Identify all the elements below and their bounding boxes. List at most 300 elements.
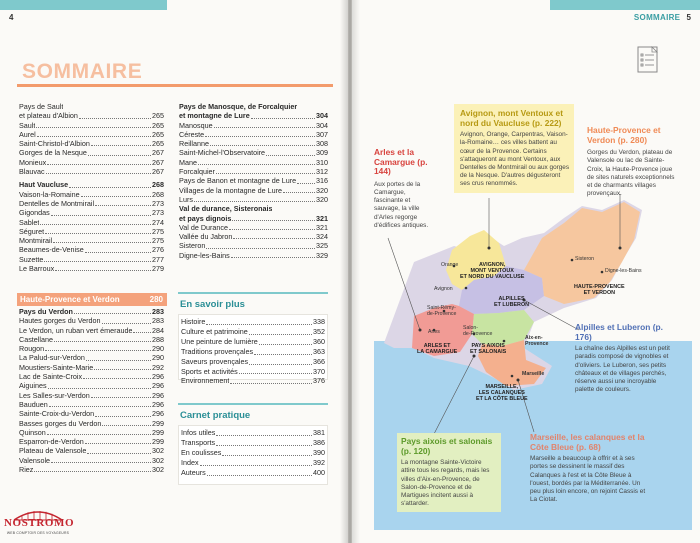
toc-entry[interactable]: [179, 186, 328, 195]
toc-entry-page: 283: [152, 307, 164, 316]
toc-entry[interactable]: [19, 245, 164, 254]
toc-entry-label: Vallée du Jabron: [179, 232, 233, 242]
toc-entry-label: Rougon: [19, 344, 45, 354]
toc-entry-label: Plateau de Valensole: [19, 446, 87, 456]
toc-column-3: [19, 307, 164, 474]
nostromo-logo: [4, 508, 75, 540]
logo-tagline: WEB COMPTOIR DES VOYAGEURS: [6, 531, 70, 535]
city-marseille: Marseille: [522, 371, 545, 377]
toc-entry-page: 267: [152, 148, 164, 158]
toc-entry-page: 265: [152, 120, 164, 130]
toc-entry-label: Auteurs: [181, 467, 206, 477]
toc-entry-label: Basses gorges du Verdon: [19, 418, 102, 428]
leader-dots: [53, 236, 151, 243]
toc-entry-label: et plateau d'Albion: [19, 111, 78, 121]
toc-entry[interactable]: [181, 428, 325, 438]
toc-entry-label: Environnement: [181, 376, 230, 386]
toc-entry[interactable]: [179, 204, 328, 213]
toc-entry-page: 381: [313, 428, 325, 437]
toc-entry-page: 267: [152, 157, 164, 167]
leader-dots: [229, 223, 315, 230]
leader-dots: [133, 326, 151, 333]
toc-entry-page: 307: [316, 129, 328, 139]
leader-dots: [95, 199, 151, 206]
toc-entry-label: Saveurs provençales: [181, 356, 249, 366]
toc-entry-label: En coulisses: [181, 447, 222, 457]
toc-entry[interactable]: [181, 347, 325, 357]
page-title: SOMMAIRE: [22, 60, 143, 83]
map-label-avignon: AVIGNON, MONT VENTOUX ET NORD DU VAUCLUSE: [460, 262, 525, 281]
city-salon: Salon- de-Provence: [463, 325, 493, 337]
toc-entry[interactable]: [19, 419, 164, 428]
callout-marseille[interactable]: [530, 433, 650, 504]
city-saint-remy: Saint-Rémy- de-Provence: [427, 305, 457, 317]
city-avignon: Avignon: [434, 286, 453, 292]
toc-entry-page: 275: [152, 226, 164, 236]
toc-entry-page: 320: [316, 194, 328, 204]
toc-entry[interactable]: [19, 218, 164, 227]
toc-entry-page: 363: [313, 346, 325, 356]
toc-entry-label: Digne-les-Bains: [179, 250, 230, 260]
toc-entry-page: 309: [316, 148, 328, 158]
callout-title: Arles et la Camargue (p. 144): [374, 147, 428, 177]
leader-dots: [46, 167, 151, 174]
leader-dots: [249, 357, 312, 365]
city-sisteron: Sisteron: [575, 256, 595, 262]
toc-entry-page: 283: [152, 316, 164, 326]
callout-text: Marseille a beaucoup à offrir et à ses portes se dessinent le massif des Calanques à l'est et la Côte Bleue à l'ouest, bordés par la Méditerranée. Un peu plus loin encore, on rejoint Cassis et La Ciotat.: [530, 455, 646, 504]
toc-entry-label: Sainte-Croix-du-Verdon: [19, 409, 95, 419]
toc-entry[interactable]: [19, 255, 164, 264]
toc-entry-label: Sisteron: [179, 241, 206, 251]
toc-entry-label: Moustiers-Sainte-Marie: [19, 362, 94, 372]
toc-entry[interactable]: [19, 391, 164, 400]
leader-dots: [214, 121, 315, 128]
toc-entry-label: Castellane: [19, 334, 53, 344]
toc-entry-page: 292: [152, 362, 164, 372]
leader-dots: [232, 214, 315, 221]
leader-dots: [216, 428, 312, 436]
toc-entry-page: 265: [152, 139, 164, 149]
toc-entry[interactable]: [19, 363, 164, 372]
toc-entry-page: 329: [316, 250, 328, 260]
callout-text: Gorges du Verdon, plateau de Valensole ou lac de Sainte-Croix, la Haute-Provence joue de sites naturels exceptionnels et de charmants villages provençaux.: [587, 149, 675, 198]
leader-dots: [48, 381, 151, 388]
toc-entry-label: Dentelles de Montmirail: [19, 198, 95, 208]
toc-entry-page: 302: [152, 465, 164, 475]
toc-entry-label: Infos utiles: [181, 428, 216, 437]
leader-dots: [205, 130, 315, 137]
toc-entry[interactable]: [181, 376, 325, 386]
toc-entry-page: 268: [152, 180, 164, 190]
leader-dots: [81, 190, 151, 197]
section-title: Haute-Provence et Verdon: [20, 295, 120, 304]
toc-entry-page: 267: [152, 167, 164, 177]
toc-entry-page: 366: [313, 356, 325, 366]
leader-dots: [231, 251, 315, 258]
toc-entry[interactable]: [19, 400, 164, 409]
toc-entry-page: 279: [152, 264, 164, 274]
toc-entry[interactable]: [181, 317, 325, 327]
leader-dots: [74, 307, 151, 314]
toc-entry-label: Gorges de la Nesque: [19, 148, 87, 158]
leader-dots: [207, 468, 312, 476]
leader-dots: [249, 327, 312, 335]
toc-entry-label: Histoire: [181, 317, 206, 326]
callout-text: Avignon, Orange, Carpentras, Vaison-la-Romaine… ces villes battent au cœur de la Provence. Certains s'attaqueront au mont Ventoux, aux Dentelles de Montmirail ou aux gorges de la Nesque. D'autres dégusteront ses crus renommés.: [460, 131, 570, 188]
toc-entry[interactable]: [181, 357, 325, 367]
en-savoir-plus-box: [178, 292, 328, 386]
toc-entry[interactable]: [19, 465, 164, 474]
leader-dots: [51, 208, 151, 215]
toc-entry[interactable]: [19, 344, 164, 353]
leader-dots: [34, 465, 151, 472]
callout-title: Avignon, mont Ventoux et nord du Vaucluse (p. 222): [460, 108, 563, 128]
leader-dots: [91, 391, 151, 398]
toc-entry[interactable]: [19, 167, 164, 176]
toc-entry-page: 321: [316, 213, 328, 223]
toc-entry-page: 296: [152, 390, 164, 400]
toc-entry[interactable]: [179, 176, 328, 185]
toc-entry-page: 296: [152, 399, 164, 409]
toc-entry[interactable]: [179, 241, 328, 250]
toc-entry[interactable]: [19, 236, 164, 245]
callout-title: Alpilles et Luberon (p. 176): [575, 322, 663, 342]
toc-entry-label: Hautes gorges du Verdon: [19, 316, 101, 326]
toc-entry-page: 284: [152, 325, 164, 335]
leader-dots: [254, 347, 312, 355]
toc-entry[interactable]: [179, 148, 328, 157]
toc-entry[interactable]: [19, 456, 164, 465]
toc-entry-page: 325: [316, 241, 328, 251]
map-label-hpv: HAUTE-PROVENCE ET VERDON: [574, 284, 625, 297]
toc-entry-label: Mane: [179, 157, 197, 167]
leader-dots: [230, 376, 312, 384]
toc-entry-page: 296: [152, 409, 164, 419]
toc-entry-page: 370: [313, 366, 325, 376]
toc-entry-page: 390: [313, 447, 325, 457]
box-title: En savoir plus: [180, 299, 245, 310]
toc-entry-page: 310: [316, 157, 328, 167]
leader-dots: [79, 111, 151, 118]
toc-entry-label: Lurs: [179, 194, 193, 204]
leader-dots: [233, 232, 315, 239]
toc-entry-label: Villages de la montagne de Lure: [179, 185, 282, 195]
toc-entry-label: Céreste: [179, 129, 205, 139]
toc-entry-label: Bauduen: [19, 399, 48, 409]
toc-entry-label: Monieux: [19, 157, 47, 167]
toc-entry-page: 321: [316, 222, 328, 232]
toc-entry-page: 316: [316, 176, 328, 186]
toc-entry[interactable]: [19, 180, 164, 189]
toc-entry-label: Sablet: [19, 217, 40, 227]
toc-entry-label: Vaison-la-Romaine: [19, 189, 80, 199]
callout-text: La chaîne des Alpilles est un petit paradis composé de vignobles et d'oliviers. Le Luberon, ses petits châteaux et de villages perchés, réserve aussi une incroyable palette de couleurs.: [575, 345, 670, 394]
leader-dots: [200, 458, 312, 466]
toc-entry[interactable]: [19, 111, 164, 120]
header-bar: [0, 0, 167, 10]
toc-entry-page: 296: [152, 381, 164, 391]
toc-entry-label: Le Barroux: [19, 264, 55, 274]
page-number-right: 5: [686, 13, 691, 22]
toc-entry[interactable]: [19, 227, 164, 236]
map-label-marseille: MARSEILLE, LES CALANQUES ET LA CÔTE BLEUE: [476, 384, 528, 403]
toc-entry-page: 288: [152, 334, 164, 344]
toc-entry-label: Transports: [181, 437, 216, 447]
toc-entry[interactable]: [19, 307, 164, 316]
toc-entry-label: Culture et patrimoine: [181, 326, 248, 336]
leader-dots: [206, 317, 312, 325]
toc-entry[interactable]: [19, 139, 164, 148]
toc-entry[interactable]: [19, 428, 164, 437]
leader-dots: [85, 245, 151, 252]
toc-entry-label: Gigondas: [19, 208, 50, 218]
callout-avignon[interactable]: [454, 104, 574, 193]
toc-column-1: [19, 102, 164, 273]
toc-entry-page: 304: [316, 120, 328, 130]
toc-entry-label: La Palud-sur-Verdon: [19, 353, 85, 363]
leader-dots: [216, 438, 312, 446]
header-bar: [550, 0, 700, 10]
toc-entry-page: 273: [152, 208, 164, 218]
toc-entry[interactable]: [19, 381, 164, 390]
toc-entry-label: Sports et activités: [181, 366, 238, 376]
toc-entry[interactable]: [19, 199, 164, 208]
toc-entry[interactable]: [19, 264, 164, 273]
toc-entry[interactable]: [181, 367, 325, 377]
toc-entry-label: Montmirail: [19, 236, 53, 246]
leader-dots: [51, 456, 151, 463]
toc-entry-label: Haut Vaucluse: [19, 180, 69, 190]
toc-entry-page: 277: [152, 254, 164, 264]
leader-dots: [54, 335, 151, 342]
toc-entry-page: 296: [152, 372, 164, 382]
toc-entry-label: Lac de Sainte-Croix: [19, 372, 83, 382]
toc-entry-page: 265: [152, 111, 164, 121]
leader-dots: [102, 419, 151, 426]
toc-entry[interactable]: [181, 327, 325, 337]
toc-entry-label: Val de durance, Sisteronais: [179, 204, 273, 214]
callout-text: Aux portes de la Camargue, fascinante et sauvage, la ville d'Arles regorge d'édifices antiques.: [374, 180, 429, 229]
logo-name: NOSTROMO: [4, 517, 75, 529]
toc-entry[interactable]: [19, 208, 164, 217]
leader-dots: [49, 400, 151, 407]
leader-dots: [85, 437, 151, 444]
toc-entry-page: 299: [152, 418, 164, 428]
toc-entry-page: 275: [152, 236, 164, 246]
section-page: 280: [149, 295, 163, 304]
toc-entry-page: 273: [152, 198, 164, 208]
leader-dots: [194, 195, 315, 202]
toc-entry-label: Une peinture de lumière: [181, 336, 258, 346]
toc-entry[interactable]: [19, 158, 164, 167]
leader-dots: [297, 176, 315, 183]
box-title: Carnet pratique: [180, 410, 251, 421]
toc-entry-page: 299: [152, 427, 164, 437]
toc-entry[interactable]: [19, 148, 164, 157]
toc-entry-page: 274: [152, 217, 164, 227]
toc-entry-label: Esparron-de-Verdon: [19, 437, 84, 447]
callout-text: La montagne Sainte-Victoire attire tous les regards, mais les villes d'Aix-en-Provence, de Salon-de-Provence et de Martigues incitent aussi à s'attarder.: [401, 459, 490, 508]
toc-entry-label: et pays dignois: [179, 213, 232, 223]
leader-dots: [251, 111, 315, 118]
leader-dots: [47, 428, 151, 435]
toc-entry-label: Pays de Sault: [19, 102, 64, 111]
left-page: [0, 0, 348, 543]
toc-entry-page: 338: [313, 317, 325, 326]
leader-dots: [206, 241, 315, 248]
toc-entry[interactable]: [179, 167, 328, 176]
toc-entry-label: Valensole: [19, 455, 51, 465]
city-aix: Aix-en- Provence: [525, 335, 549, 347]
leader-dots: [88, 148, 151, 155]
toc-entry-page: 302: [152, 455, 164, 465]
toc-entry-page: 265: [152, 129, 164, 139]
toc-entry[interactable]: [19, 353, 164, 362]
leader-dots: [102, 316, 151, 323]
leader-dots: [95, 409, 151, 416]
toc-entry[interactable]: [179, 139, 328, 148]
toc-entry[interactable]: [19, 130, 164, 139]
city-arles: Arles: [428, 329, 440, 335]
toc-entry-label: Pays du Verdon: [19, 307, 73, 316]
title-rule: [17, 84, 333, 87]
toc-entry-label: Suzette: [19, 254, 44, 264]
toc-entry-label: Les Salles-sur-Verdon: [19, 390, 90, 400]
leader-dots: [44, 255, 151, 262]
toc-entry[interactable]: [179, 214, 328, 223]
toc-entry-label: Beaumes-de-Venise: [19, 245, 84, 255]
toc-entry[interactable]: [19, 102, 164, 111]
leader-dots: [69, 180, 151, 187]
leader-dots: [91, 139, 151, 146]
leader-dots: [198, 158, 315, 165]
toc-entry[interactable]: [19, 446, 164, 455]
toc-entry-label: Quinson: [19, 427, 46, 437]
en-savoir-plus-list: [178, 314, 328, 386]
toc-entry-page: 308: [316, 139, 328, 149]
callout-aix[interactable]: [397, 433, 501, 512]
leader-dots: [47, 158, 151, 165]
toc-entry-label: Pays de Banon et montagne de Lure: [179, 176, 297, 186]
carnet-pratique-list: [178, 425, 328, 478]
toc-entry[interactable]: [19, 437, 164, 446]
toc-entry[interactable]: [19, 372, 164, 381]
toc-entry[interactable]: [181, 448, 325, 458]
toc-entry[interactable]: [181, 438, 325, 448]
toc-entry[interactable]: [19, 335, 164, 344]
toc-entry-label: Sault: [19, 120, 36, 130]
toc-entry-page: 304: [316, 111, 328, 121]
leader-dots: [94, 363, 151, 370]
toc-entry-label: Aurel: [19, 129, 36, 139]
callout-alpilles[interactable]: [575, 323, 675, 394]
toc-entry-label: Le Verdon, un ruban vert émeraude: [19, 325, 133, 335]
toc-entry[interactable]: [179, 251, 328, 260]
toc-entry-label: Blauvac: [19, 167, 45, 177]
toc-entry-page: 352: [313, 326, 325, 336]
callout-arles[interactable]: [374, 148, 434, 230]
map-label-alpilles: ALPILLES ET LUBERON: [494, 296, 530, 309]
toc-entry-page: 290: [152, 344, 164, 354]
toc-entry-label: Saint-Michel-l'Observatoire: [179, 148, 266, 158]
toc-entry-label: Val de Durance: [179, 222, 229, 232]
leader-dots: [83, 372, 151, 379]
toc-entry[interactable]: [19, 316, 164, 325]
toc-entry-label: et montagne de Lure: [179, 111, 250, 121]
toc-entry[interactable]: [179, 223, 328, 232]
toc-entry[interactable]: [179, 232, 328, 241]
toc-entry-label: Index: [181, 457, 199, 467]
toc-column-2: [179, 102, 328, 260]
toc-entry-label: Traditions provençales: [181, 346, 254, 356]
toc-entry-label: Manosque: [179, 120, 213, 130]
city-orange: Orange: [441, 262, 459, 268]
toc-entry-page: 290: [152, 353, 164, 363]
toc-entry[interactable]: [179, 195, 328, 204]
toc-entry-page: 320: [316, 185, 328, 195]
toc-entry[interactable]: [181, 337, 325, 347]
toc-entry[interactable]: [19, 326, 164, 335]
toc-entry[interactable]: [19, 121, 164, 130]
leader-dots: [86, 353, 151, 360]
carnet-pratique-box: [178, 403, 328, 483]
toc-entry-page: 386: [313, 437, 325, 447]
toc-entry-page: 302: [152, 446, 164, 456]
callout-haute-provence[interactable]: [587, 126, 675, 198]
toc-entry-page: 392: [313, 457, 325, 467]
running-header: [634, 13, 691, 22]
toc-entry-page: 376: [313, 376, 325, 386]
toc-entry[interactable]: [179, 102, 328, 111]
toc-entry[interactable]: [19, 409, 164, 418]
map-label-arles: ARLES ET LA CAMARGUE: [417, 343, 458, 356]
callout-title: Marseille, les calanques et la Côte Bleue (p. 68): [530, 432, 645, 452]
toc-entry-page: 312: [316, 167, 328, 177]
toc-entry[interactable]: [179, 111, 328, 120]
callout-title: Haute-Provence et Verdon (p. 280): [587, 125, 661, 145]
toc-entry[interactable]: [181, 468, 325, 478]
leader-dots: [55, 264, 151, 271]
toc-entry-label: Riez: [19, 465, 34, 475]
leader-dots: [266, 148, 315, 155]
map-label-aix: PAYS AIXOIS ET SALONAIS: [470, 343, 507, 356]
document-list-icon: [636, 45, 662, 75]
leader-dots: [259, 337, 312, 345]
leader-dots: [40, 218, 151, 225]
toc-entry-label: Saint-Christol-d'Albion: [19, 139, 90, 149]
toc-entry-page: 324: [316, 232, 328, 242]
leader-dots: [222, 448, 312, 456]
leader-dots: [45, 227, 151, 234]
toc-entry[interactable]: [179, 121, 328, 130]
leader-dots: [283, 186, 315, 193]
toc-entry-label: Pays de Manosque, de Forcalquier: [179, 102, 298, 111]
toc-entry-page: 400: [313, 467, 325, 477]
leader-dots: [210, 139, 315, 146]
book-gutter: [340, 0, 360, 543]
toc-entry-page: 268: [152, 189, 164, 199]
page-number-left: 4: [9, 13, 14, 22]
leader-dots: [45, 344, 151, 351]
toc-entry[interactable]: [179, 130, 328, 139]
toc-entry[interactable]: [179, 158, 328, 167]
toc-entry[interactable]: [181, 458, 325, 468]
toc-entry[interactable]: [19, 190, 164, 199]
leader-dots: [216, 167, 315, 174]
section-header-haute-provence[interactable]: [17, 293, 167, 306]
toc-entry-page: 360: [313, 336, 325, 346]
